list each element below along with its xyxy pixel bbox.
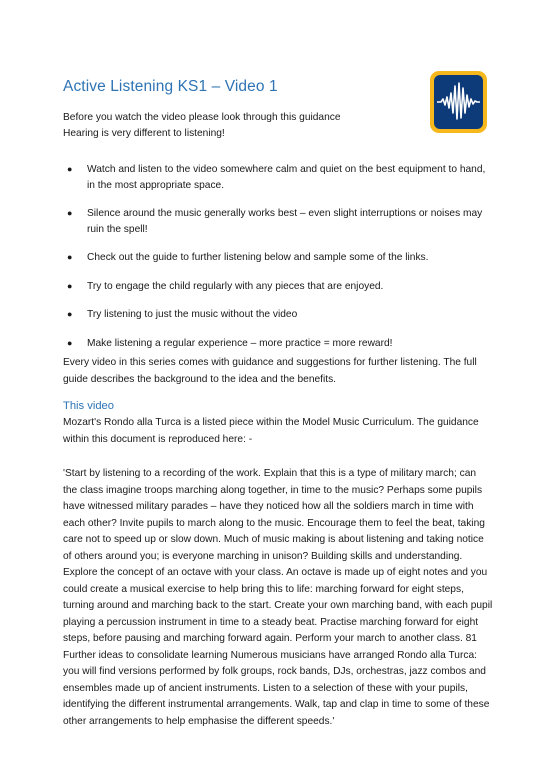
section-heading: This video — [63, 400, 114, 412]
bullet: ● — [67, 280, 73, 291]
list-item-text: Check out the guide to further listening below and sample some of the links. — [87, 252, 429, 263]
bullet: ● — [67, 208, 73, 218]
bullet: ● — [67, 252, 73, 262]
document-title: Active Listening KS1 – Video 1 — [63, 78, 278, 95]
list-item-text: Make listening a regular experience – more practice = more reward! — [87, 337, 393, 349]
list-item — [63, 279, 493, 295]
bullet: ● — [67, 309, 73, 319]
guidance-list — [63, 162, 493, 364]
list-item — [63, 336, 493, 352]
list-item — [63, 250, 493, 266]
bullet: ● — [67, 164, 73, 174]
curriculum-quote: 'Start by listening to a recording of the work. Explain that this is a type of military march; can the class imagine troops marching along together, in time to the music? Perhaps some pupils have witnessed military parades – have they noticed how all the soldiers march in time with each other? Invite pupils to march along to the music. Encourage them to feel the beat, taking care not to speed up or slow down. Much of music making is about listening and taking notice of others around you; is everyone marching in unison? Building skills and understanding. Explore the concept of an octave with your class. An octave is made up of eight notes and you could create a musical exercise to help bring this to life: marching forward for eight steps, turning around and marching back to the start. Create your own marching band, with each pupil playing a percussion instrument in time to a steady beat. Practise marching forward for eight steps, before pausing and marching forward again. Perform your march to another class. 81 Further ideas to consolidate learning Numerous musicians have arranged Rondo alla Turca: you will find versions performed by folk groups, rock bands, DJs, orchestras, jazz combos and ensembles made up of ancient instruments. Listen to a selection of these with your pupils, identifying the different instrumental arrangements. Walk, tap and clap in time to some of these other arrangements to help emphasise the different speeds.' — [63, 468, 493, 727]
list-item-text: Silence around the music generally works best – even slight interruptions or noises may ruin the spell! — [87, 208, 483, 235]
list-item-text: Watch and listen to the video somewhere calm and quiet on the best equipment to hand, in the most appropriate space. — [87, 164, 486, 191]
closing-paragraph: Every video in this series comes with guidance and suggestions for further listening. The full guide describes the background to the idea and the benefits. — [63, 357, 477, 385]
bullet: ● — [67, 337, 73, 348]
list-item — [63, 307, 493, 323]
list-item — [63, 206, 493, 237]
intro-line-1: Before you watch the video please look through this guidance — [63, 112, 341, 123]
section-intro: Mozart's Rondo alla Turca is a listed piece within the Model Music Curriculum. The guidance within this document is reproduced here: - — [63, 417, 479, 445]
list-item-text: Try listening to just the music without the video — [87, 309, 298, 320]
list-item — [63, 162, 493, 193]
list-item-text: Try to engage the child regularly with any pieces that are enjoyed. — [87, 280, 384, 292]
intro-line-2: Hearing is very different to listening! — [63, 128, 225, 139]
